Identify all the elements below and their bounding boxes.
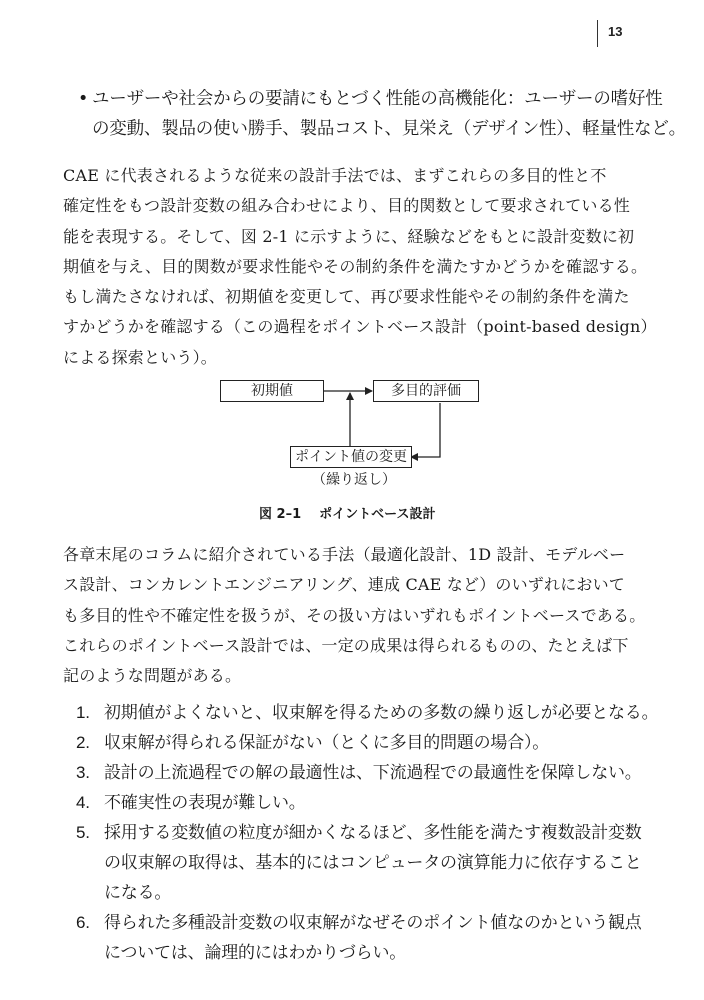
- list-item-number: 4.: [76, 793, 90, 812]
- repeat-label: （繰り返し）: [312, 472, 396, 488]
- bullet-item: [78, 84, 686, 144]
- list-item-text: については、論理的にはわかりづらい。: [104, 943, 407, 963]
- list-item-text: 収束解が得られる保証がない（とくに多目的問題の場合）。: [104, 733, 550, 753]
- paragraph-line: すかどうかを確認する（この過程をポイントベース設計（point-based design）: [63, 317, 657, 337]
- paragraph-line: これらのポイントベース設計では、一定の成果は得られるものの、たとえば下: [63, 635, 629, 655]
- list-item-text: になる。: [104, 883, 172, 903]
- list-item-text: 得られた多種設計変数の収束解がなぜそのポイント値なのかという観点: [104, 913, 642, 933]
- list-item-text: 不確実性の表現が難しい。: [104, 793, 306, 813]
- list-item-text: 採用する変数値の粒度が細かくなるほど、多性能を満たす複数設計変数: [104, 823, 642, 843]
- list-item-text: 設計の上流過程での解の最適性は、下流過程での最適性を保障しない。: [104, 763, 642, 783]
- page-number-rule: [597, 20, 598, 47]
- paragraph-line: 能を表現する。そして、図 2-1 に示すように、経験などをもとに設計変数に初: [63, 226, 635, 246]
- list-item-number: 1.: [76, 703, 90, 722]
- paragraph-line: も多目的性や不確定性を扱うが、その扱い方はいずれもポイントベースである。: [63, 605, 646, 625]
- paragraph-line: による探索という）。: [63, 347, 218, 367]
- list-item-text: 初期値がよくないと、収束解を得るための多数の繰り返しが必要となる。: [104, 703, 659, 723]
- list-item: [76, 698, 659, 728]
- list-item: [76, 818, 646, 908]
- list-item: [76, 908, 646, 968]
- bullet-dot-icon: •: [78, 89, 89, 109]
- figure-caption-title: ポイントベース設計: [319, 507, 436, 522]
- paragraph-2: [63, 540, 645, 691]
- paragraph-line: 各章末尾のコラムに紹介されている手法（最適化設計、1D 設計、モデルベー: [63, 545, 626, 564]
- paragraph-line: CAE に代表されるような従来の設計手法では、まずこれらの多目的性と不: [63, 166, 607, 185]
- list-item: [76, 758, 646, 788]
- list-item: [76, 728, 646, 758]
- paragraph-line: もし満たさなければ、初期値を変更して、再び要求性能やその制約条件を満た: [63, 287, 630, 307]
- paragraph-line: 確定性をもつ設計変数の組み合わせにより、目的関数として要求されている性: [63, 196, 631, 216]
- bullet-line-2: の変動、製品の使い勝手、製品コスト、見栄え（デザイン性）、軽量性など。: [92, 119, 686, 139]
- list-item-number: 3.: [76, 763, 90, 782]
- paragraph-line: ス設計、コンカレントエンジニアリング、連成 CAE など）のいずれにおいて: [63, 575, 626, 595]
- list-item: [76, 788, 646, 818]
- box-multi-objective-evaluation: 多目的評価: [373, 380, 479, 402]
- figure-caption: [259, 503, 435, 522]
- paragraph-line: 期値を与え、目的関数が要求性能やその制約条件を満たすかどうかを確認する。: [63, 256, 648, 276]
- paragraph-1: [63, 161, 657, 373]
- list-item-number: 2.: [76, 733, 90, 752]
- figure-caption-number: 図 2–1: [259, 507, 302, 522]
- page-number: 13: [608, 24, 623, 39]
- list-item-number: 6.: [76, 913, 90, 932]
- bullet-line-1: ユーザーや社会からの要請にもとづく性能の高機能化：ユーザーの嗜好性: [92, 89, 663, 109]
- arrow-evaluation-to-change: [411, 403, 440, 457]
- box-point-value-change: ポイント値の変更: [290, 446, 412, 468]
- box-initial-value: 初期値: [220, 380, 324, 402]
- paragraph-line: 記のような問題がある。: [63, 666, 242, 686]
- list-item-text: の収束解の取得は、基本的にはコンピュータの演算能力に依存すること: [104, 853, 642, 873]
- list-item-number: 5.: [76, 823, 90, 842]
- numbered-list: [76, 698, 659, 968]
